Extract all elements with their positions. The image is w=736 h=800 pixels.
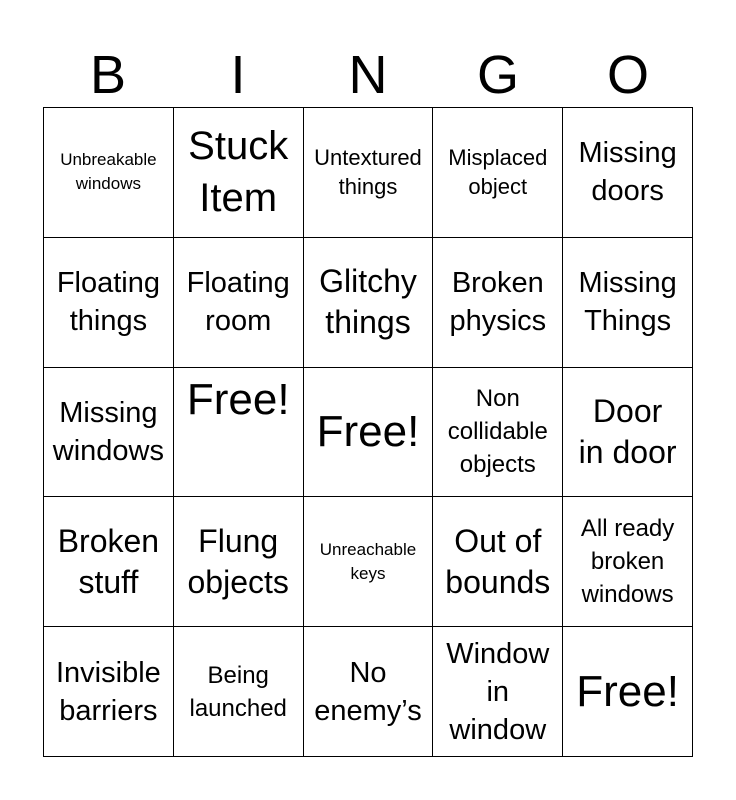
- bingo-cell[interactable]: No enemy’s: [304, 627, 434, 757]
- bingo-cell[interactable]: Untextured things: [304, 108, 434, 238]
- bingo-cell-free[interactable]: Free!: [174, 368, 304, 498]
- bingo-cell[interactable]: Door in door: [563, 368, 693, 498]
- bingo-cell[interactable]: Window in window: [433, 627, 563, 757]
- bingo-cell[interactable]: Stuck Item: [174, 108, 304, 238]
- bingo-cell[interactable]: Missing doors: [563, 108, 693, 238]
- bingo-cell[interactable]: Unreachable keys: [304, 497, 434, 627]
- bingo-cell[interactable]: Broken stuff: [44, 497, 174, 627]
- header-letter-i: I: [230, 45, 246, 105]
- bingo-cell[interactable]: Broken physics: [433, 238, 563, 368]
- bingo-cell[interactable]: Out of bounds: [433, 497, 563, 627]
- header-letter-n: N: [348, 45, 388, 105]
- bingo-cell[interactable]: Missing Things: [563, 238, 693, 368]
- bingo-cell[interactable]: All ready broken windows: [563, 497, 693, 627]
- bingo-cell[interactable]: Misplaced object: [433, 108, 563, 238]
- bingo-board: [43, 107, 693, 757]
- bingo-cell-free[interactable]: Free!: [304, 368, 434, 498]
- header-letter-b: B: [89, 45, 127, 105]
- bingo-cell[interactable]: Glitchy things: [304, 238, 434, 368]
- bingo-header: [43, 45, 693, 105]
- bingo-cell[interactable]: Flung objects: [174, 497, 304, 627]
- bingo-cell[interactable]: Floating things: [44, 238, 174, 368]
- bingo-cell[interactable]: Invisible barriers: [44, 627, 174, 757]
- bingo-cell-free[interactable]: Free!: [563, 627, 693, 757]
- bingo-cell[interactable]: Floating room: [174, 238, 304, 368]
- header-letter-g: G: [476, 45, 519, 105]
- bingo-cell[interactable]: Being launched: [174, 627, 304, 757]
- header-letter-o: O: [606, 45, 649, 105]
- bingo-cell[interactable]: Non collidable objects: [433, 368, 563, 498]
- bingo-cell[interactable]: Unbreakable windows: [44, 108, 174, 238]
- bingo-cell[interactable]: Missing windows: [44, 368, 174, 498]
